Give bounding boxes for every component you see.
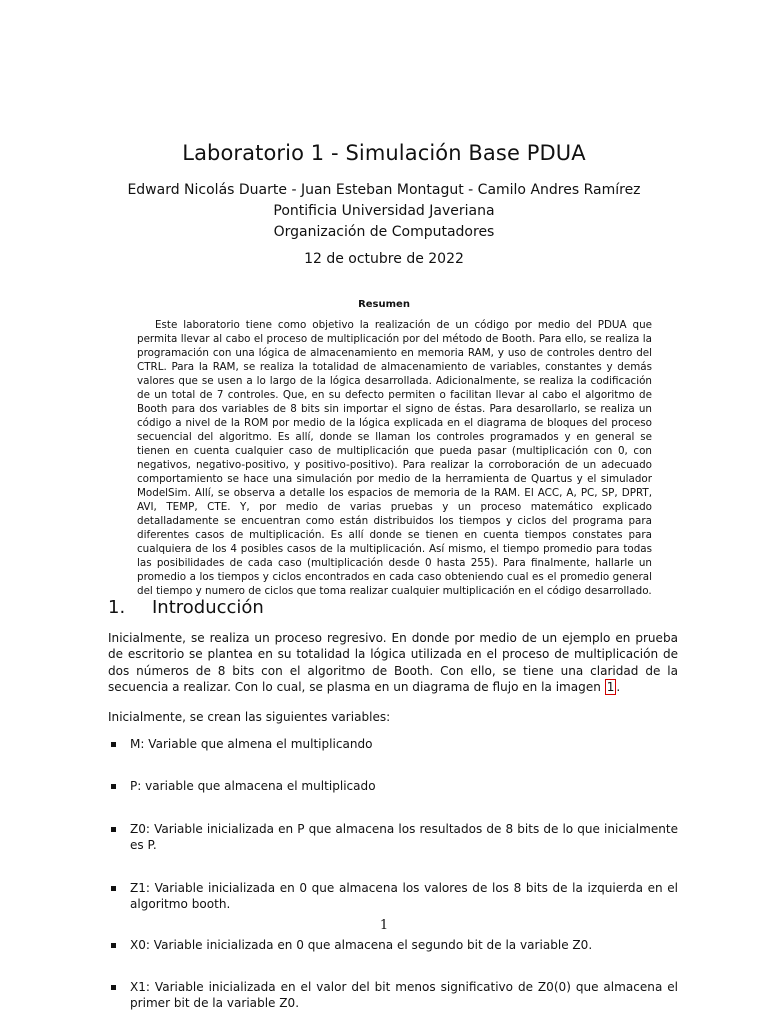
affiliation: Pontificia Universidad Javeriana [273,203,495,219]
list-item-text: Z0: Variable inicializada en P que almacena los resultados de 8 bits de lo que inicialmente es P. [130,821,678,853]
list-item-text: X0: Variable inicializada en 0 que almacena el segundo bit de la variable Z0. [130,938,593,953]
department: Organización de Computadores [273,224,495,240]
list-item-text: P: variable que almacena el multiplicado [130,779,376,794]
list-item-text: Z1: Variable inicializada en 0 que almacena los valores de los 8 bits de la izquierda en el algoritmo booth. [130,880,678,912]
list-item [108,778,678,794]
section-number: 1. [108,597,126,618]
figure-reference-link[interactable]: 1 [606,680,615,695]
bullet-icon [111,943,116,948]
list-item [108,821,678,854]
paper-date: 12 de octubre de 2022 [304,251,464,267]
section-title: Introducción [152,597,264,618]
intro-paragraph-2: Inicialmente, se crean las siguientes variables: [108,710,391,724]
bullet-icon [111,827,116,832]
intro-paragraph-1 [108,630,678,696]
variable-list [108,736,678,1011]
list-item [108,979,678,1012]
bullet-icon [111,784,116,789]
bullet-icon [111,985,116,990]
intro-paragraph-1-text: Inicialmente, se realiza un proceso regresivo. En donde por medio de un ejemplo en prueba de escritorio se plantea en su totalidad la lógica utilizada en el proceso de multiplicación de dos números de 8 bits con el algoritmo de Booth. Con ello, se tiene una claridad de la secuencia a realizar. Con lo cual, se plasma en un diagrama de flujo en la imagen [108,631,678,695]
list-item-text: X1: Variable inicializada en el valor del bit menos significativo de Z0(0) que almacena el primer bit de la variable Z0. [130,979,678,1011]
list-item [108,880,678,913]
paper-title: Laboratorio 1 - Simulación Base PDUA [182,141,586,165]
intro-paragraph-1-end: . [616,680,621,695]
bullet-icon [111,886,116,891]
list-item [108,937,678,953]
page-number: 1 [379,918,389,933]
author-block [0,180,768,243]
list-item [108,736,678,752]
abstract-heading: Resumen [358,299,410,310]
authors: Edward Nicolás Duarte - Juan Esteban Montagut - Camilo Andres Ramírez [127,182,641,198]
abstract-text: Este laboratorio tiene como objetivo la realización de un código por medio del PDUA que permita llevar al cabo el proceso de multiplicación por del método de Booth. Para ello, se realiza la programación con una lógica de almacenamiento en memoria RAM, y uso de controles dentro del CTRL. Para la RAM, se realiza la totalidad de almacenamiento de variables, constantes y demás valores que se usen a lo largo de la lógica desarrollada. Adicionalmente, se realiza la codificación de un total de 7 controles. Que, en su defecto permiten o facilitan llevar al cabo el algoritmo de Booth para dos variables de 8 bits sin importar el signo de éstas. Para desarollarlo, se realiza un código a nivel de la ROM por medio de la lógica explicada en el diagrama de bloques del proceso secuencial del algoritmo. Es allí, donde se llaman los controles programados y en general se tienen en cuenta cualquier caso de multiplicación que pueda pasar (multiplicación con 0, con negativos, negativo-positivo, y positivo-positivo). Para realizar la corroboración de un adecuado comportamiento se hace una simulación por medio de la herramienta de Quartus y el simulador ModelSim. Allí, se observa a detalle los espacios de memoria de la RAM. El ACC, A, PC, SP, DPRT, AVI, TEMP, CTE. Y, por medio de varias pruebas y un proceso matemático explicado detalladamente se encuentran como están distribuidos los tiempos y ciclos del programa para diferentes casos de multiplicación. Es allí donde se tienen en cuenta tiempos constates para cualquiera de los 4 posibles casos de la multiplicación. Así mismo, el tiempo promedio para todas las posibilidades de cada caso (multiplicación desde 0 hasta 255). Para finalmente, hallarle un promedio a los tiempos y ciclos encontrados en cada caso obteniendo cual es el promedio general del tiempo y numero de ciclos que toma realizar cualquier multiplicación en el código desarrollado. [137,319,652,597]
section-heading [108,595,264,621]
list-item-text: M: Variable que almena el multiplicando [130,737,373,751]
bullet-icon [111,742,116,747]
